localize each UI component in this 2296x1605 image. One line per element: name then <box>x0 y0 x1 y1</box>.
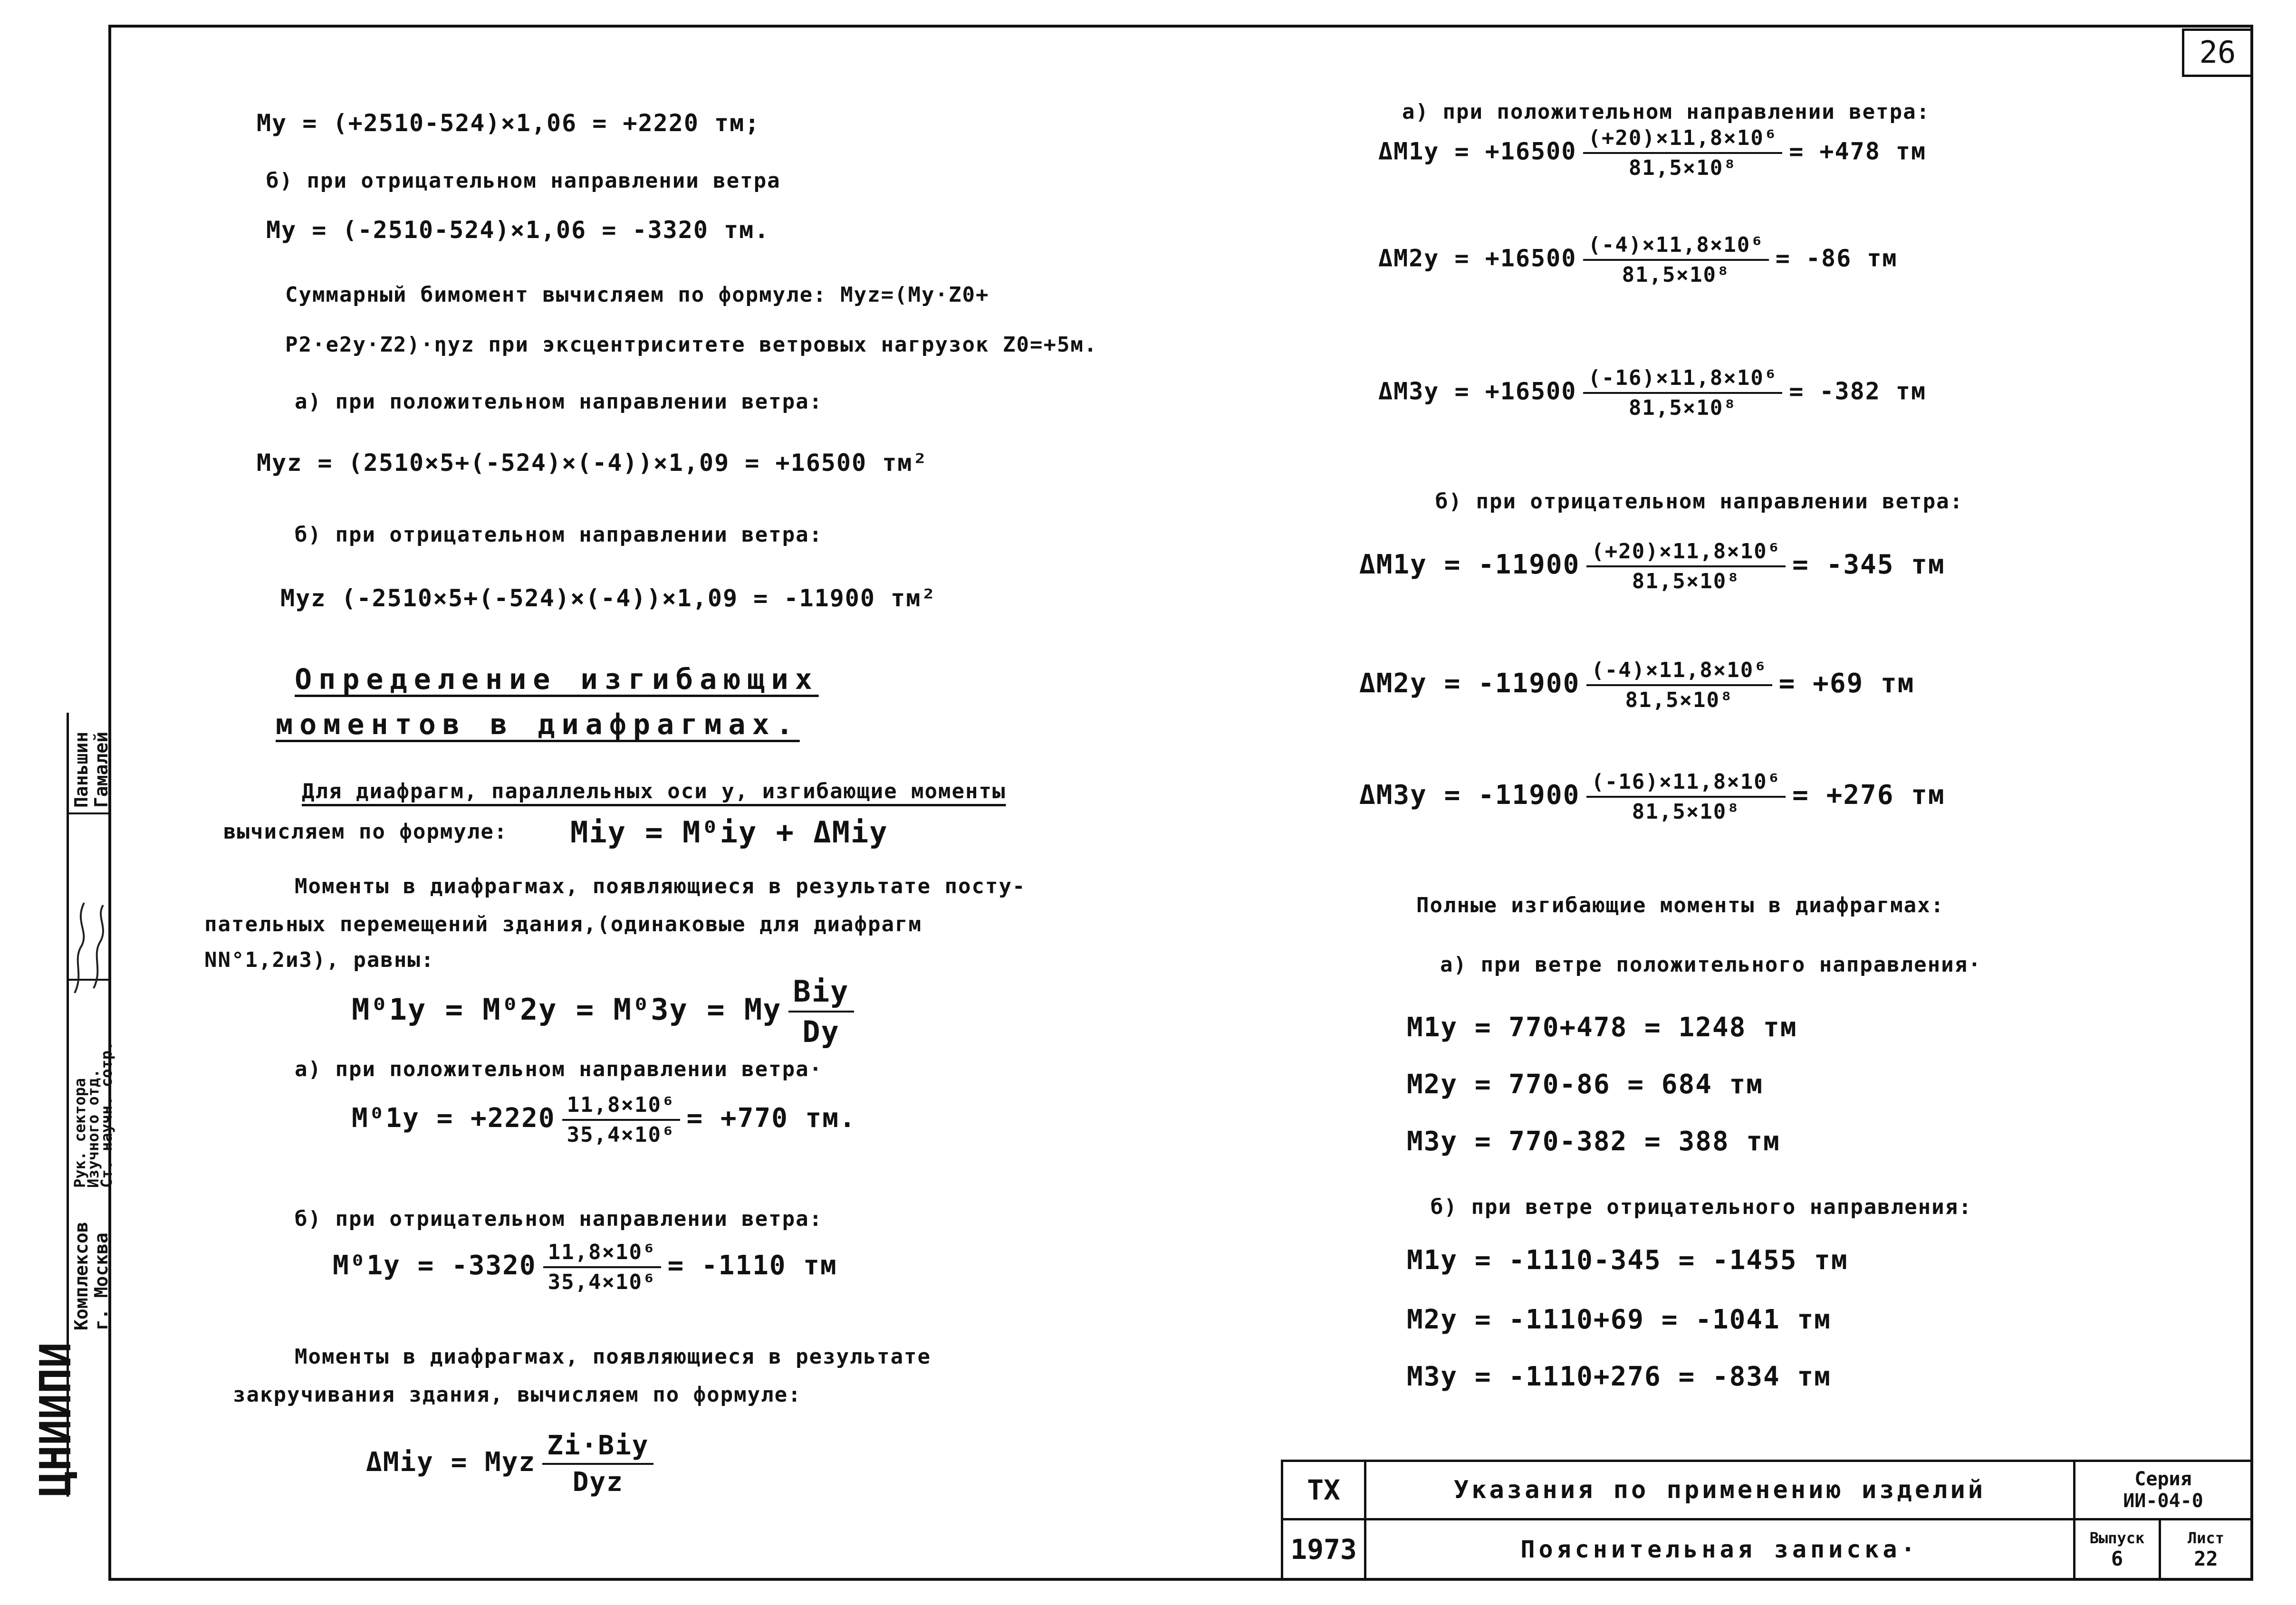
r-eq5 <box>1359 658 1914 712</box>
eq-m01y-neg-numerator: 11,8×10⁶ <box>543 1240 661 1268</box>
r-eq5-denominator: 81,5×10⁸ <box>1625 688 1734 712</box>
r-eq6-left: ΔM3y = -11900 <box>1359 780 1580 811</box>
sheet-label: Лист <box>2187 1529 2225 1547</box>
r-eq5-numerator: (-4)×11,8×10⁶ <box>1586 658 1772 686</box>
diaphragm-formula: Miy = M⁰iy + ΔMiy <box>570 815 888 850</box>
bimoment-text-line1: Суммарный бимомент вычисляем по формуле: Myz=(My·Z0+ <box>285 283 989 307</box>
stamp-organization: ЦНИИПИ <box>31 1342 81 1497</box>
eq-m01y-negative <box>333 1240 837 1294</box>
title-block-code: ТХ <box>1281 1460 1366 1520</box>
r-eq4-left: ΔM1y = -11900 <box>1359 549 1580 581</box>
r-eq6-numerator: (-16)×11,8×10⁶ <box>1586 770 1786 798</box>
series-value: ИИ-04-0 <box>2123 1490 2203 1512</box>
bimoment-text-line2: P2·e2y·Z2)·ηyz при эксцентриситете ветровых нагрузок Z0=+5м. <box>285 333 1098 357</box>
stamp-role-2: Изучного отд. <box>84 1069 102 1188</box>
stamp-name-1: Паньшин <box>71 731 92 808</box>
label-negative-wind-3: б) при отрицательном направлении ветра: <box>295 1207 823 1231</box>
r-eq4-right: = -345 тм <box>1792 549 1945 581</box>
full-neg-m2y: M2y = -1110+69 = -1041 тм <box>1407 1304 1831 1335</box>
full-pos-m3y: M3y = 770-382 = 388 тм <box>1407 1126 1780 1157</box>
stamp-role-1: Рук. сектора <box>71 1078 89 1188</box>
r-eq4-fraction <box>1586 539 1786 593</box>
full-positive-label: а) при ветре положительного направления· <box>1440 953 1982 977</box>
r-eq3-fraction <box>1583 366 1782 420</box>
title-block-subtitle: Пояснительная записка· <box>1364 1518 2075 1581</box>
label-positive-wind: а) при положительном направлении ветра: <box>295 390 823 414</box>
full-pos-m2y: M2y = 770-86 = 684 тм <box>1407 1069 1764 1100</box>
eq-m01y-neg-right: = -1110 тм <box>667 1250 837 1281</box>
series-label: Серия <box>2134 1468 2192 1490</box>
moments-text-line1: Моменты в диафрагмах, появляющиеся в результате посту- <box>295 874 1026 898</box>
approval-stamp <box>31 713 115 1497</box>
eq-delta-formula <box>366 1430 660 1498</box>
moments-text-line3: NN°1,2и3), равны: <box>204 948 435 972</box>
r-eq2 <box>1378 233 1898 287</box>
label-negative-wind-2: б) при отрицательном направлении ветра: <box>295 523 823 547</box>
r-eq3 <box>1378 366 1926 420</box>
r-eq4-denominator: 81,5×10⁸ <box>1632 569 1740 593</box>
stamp-name-2: Гамалей <box>91 731 112 808</box>
stamp-divider <box>69 812 111 814</box>
r-eq1-denominator: 81,5×10⁸ <box>1628 156 1737 180</box>
eq-delta-left: ΔMiy = Myz <box>366 1447 536 1478</box>
r-eq5-fraction <box>1586 658 1772 712</box>
issue-value: 6 <box>2111 1547 2123 1570</box>
r-eq1-fraction <box>1583 126 1782 180</box>
eq-m01y-neg-denominator: 35,4×10⁶ <box>548 1270 656 1294</box>
issue-label: Выпуск <box>2089 1529 2145 1547</box>
full-negative-label: б) при ветре отрицательного направления: <box>1431 1195 1972 1219</box>
eq-my-negative: My = (-2510-524)×1,06 = -3320 тм. <box>266 216 770 244</box>
stamp-signatures <box>70 893 110 998</box>
r-eq4 <box>1359 539 1945 593</box>
eq-m01y-pos-numerator: 11,8×10⁶ <box>562 1093 680 1121</box>
eq-m0-denominator: Dy <box>802 1014 840 1049</box>
label-positive-wind-2: а) при положительном направлении ветра· <box>295 1057 823 1081</box>
r-eq2-numerator: (-4)×11,8×10⁶ <box>1583 233 1768 261</box>
r-eq1-right: = +478 тм <box>1789 137 1927 165</box>
full-pos-m1y: M1y = 770+478 = 1248 тм <box>1407 1012 1797 1043</box>
title-block-year: 1973 <box>1281 1518 1366 1581</box>
r-eq3-denominator: 81,5×10⁸ <box>1628 396 1737 420</box>
section-heading-line2: моментов в диафрагмах. <box>276 708 800 741</box>
eq-m01y-pos-left: M⁰1y = +2220 <box>352 1103 556 1134</box>
r-eq4-numerator: (+20)×11,8×10⁶ <box>1586 539 1786 567</box>
eq-my-positive: My = (+2510-524)×1,06 = +2220 тм; <box>257 109 760 137</box>
r-eq6-fraction <box>1586 770 1786 824</box>
stamp-role-3: Ст. научн. сотр. <box>97 1041 115 1188</box>
eq-delta-numerator: Zi·Biy <box>542 1430 653 1465</box>
title-block <box>1281 1460 2253 1581</box>
eq-m0-numerator: Biy <box>788 974 854 1013</box>
eq-myz-positive: Myz = (2510×5+(-524)×(-4))×1,09 = +16500 тм² <box>257 449 928 477</box>
eq-m0-left: M⁰1y = M⁰2y = M⁰3y = My <box>352 992 782 1027</box>
eq-m01y-pos-denominator: 35,4×10⁶ <box>567 1123 675 1147</box>
title-block-title: Указания по применению изделий <box>1364 1460 2075 1520</box>
label-negative-wind: б) при отрицательном направлении ветра <box>266 169 781 193</box>
page-number: 26 <box>2182 29 2253 77</box>
eq-myz-negative: Myz (-2510×5+(-524)×(-4))×1,09 = -11900 тм² <box>280 584 937 612</box>
eq-delta-fraction <box>542 1430 653 1498</box>
r-eq6 <box>1359 770 1945 824</box>
twist-text-line1: Моменты в диафрагмах, появляющиеся в результате <box>295 1345 932 1369</box>
r-eq1 <box>1378 126 1926 180</box>
r-eq1-numerator: (+20)×11,8×10⁶ <box>1583 126 1782 154</box>
eq-m01y-neg-fraction <box>543 1240 661 1294</box>
section-heading-line1: Определение изгибающих <box>295 663 819 696</box>
r-eq2-left: ΔM2y = +16500 <box>1378 244 1577 272</box>
r-label-positive-wind: а) при положительном направлении ветра: <box>1402 100 1931 124</box>
r-eq3-right: = -382 тм <box>1789 377 1927 405</box>
diaphragm-text-line2: вычисляем по формуле: <box>223 820 508 844</box>
eq-m01y-positive <box>352 1093 856 1147</box>
r-eq6-right: = +276 тм <box>1792 780 1945 811</box>
r-eq2-right: = -86 тм <box>1775 244 1898 272</box>
full-moments-title: Полные изгибающие моменты в диафрагмах: <box>1416 893 1945 917</box>
stamp-org-line2: г. Москва <box>91 1232 112 1330</box>
full-neg-m3y: M3y = -1110+276 = -834 тм <box>1407 1361 1831 1392</box>
r-eq3-numerator: (-16)×11,8×10⁶ <box>1583 366 1782 394</box>
eq-m0-formula <box>352 974 861 1049</box>
eq-m01y-pos-right: = +770 тм. <box>686 1103 856 1134</box>
r-eq5-right: = +69 тм <box>1778 668 1915 699</box>
eq-m0-fraction <box>788 974 854 1049</box>
eq-m01y-pos-fraction <box>562 1093 680 1147</box>
eq-m01y-neg-left: M⁰1y = -3320 <box>333 1250 537 1281</box>
sheet-value: 22 <box>2194 1547 2218 1570</box>
r-eq3-left: ΔM3y = +16500 <box>1378 377 1577 405</box>
r-eq2-denominator: 81,5×10⁸ <box>1622 263 1730 287</box>
r-eq2-fraction <box>1583 233 1768 287</box>
title-block-issue <box>2073 1518 2161 1581</box>
diaphragm-text-line1: Для диафрагм, параллельных оси y, изгибающие моменты <box>302 779 1006 803</box>
eq-delta-denominator: Dyz <box>572 1467 624 1498</box>
r-eq1-left: ΔM1y = +16500 <box>1378 137 1577 165</box>
full-neg-m1y: M1y = -1110-345 = -1455 тм <box>1407 1245 1848 1276</box>
title-block-series <box>2073 1460 2253 1520</box>
r-eq5-left: ΔM2y = -11900 <box>1359 668 1580 699</box>
twist-text-line2: закручивания здания, вычисляем по формуле: <box>233 1383 802 1407</box>
r-eq6-denominator: 81,5×10⁸ <box>1632 800 1740 824</box>
r-label-negative-wind: б) при отрицательном направлении ветра: <box>1435 489 1964 514</box>
title-block-sheet <box>2159 1518 2253 1581</box>
stamp-org-line1: Комплексов <box>71 1222 92 1330</box>
moments-text-line2: пательных перемещений здания,(одинаковые для диафрагм <box>204 912 922 936</box>
